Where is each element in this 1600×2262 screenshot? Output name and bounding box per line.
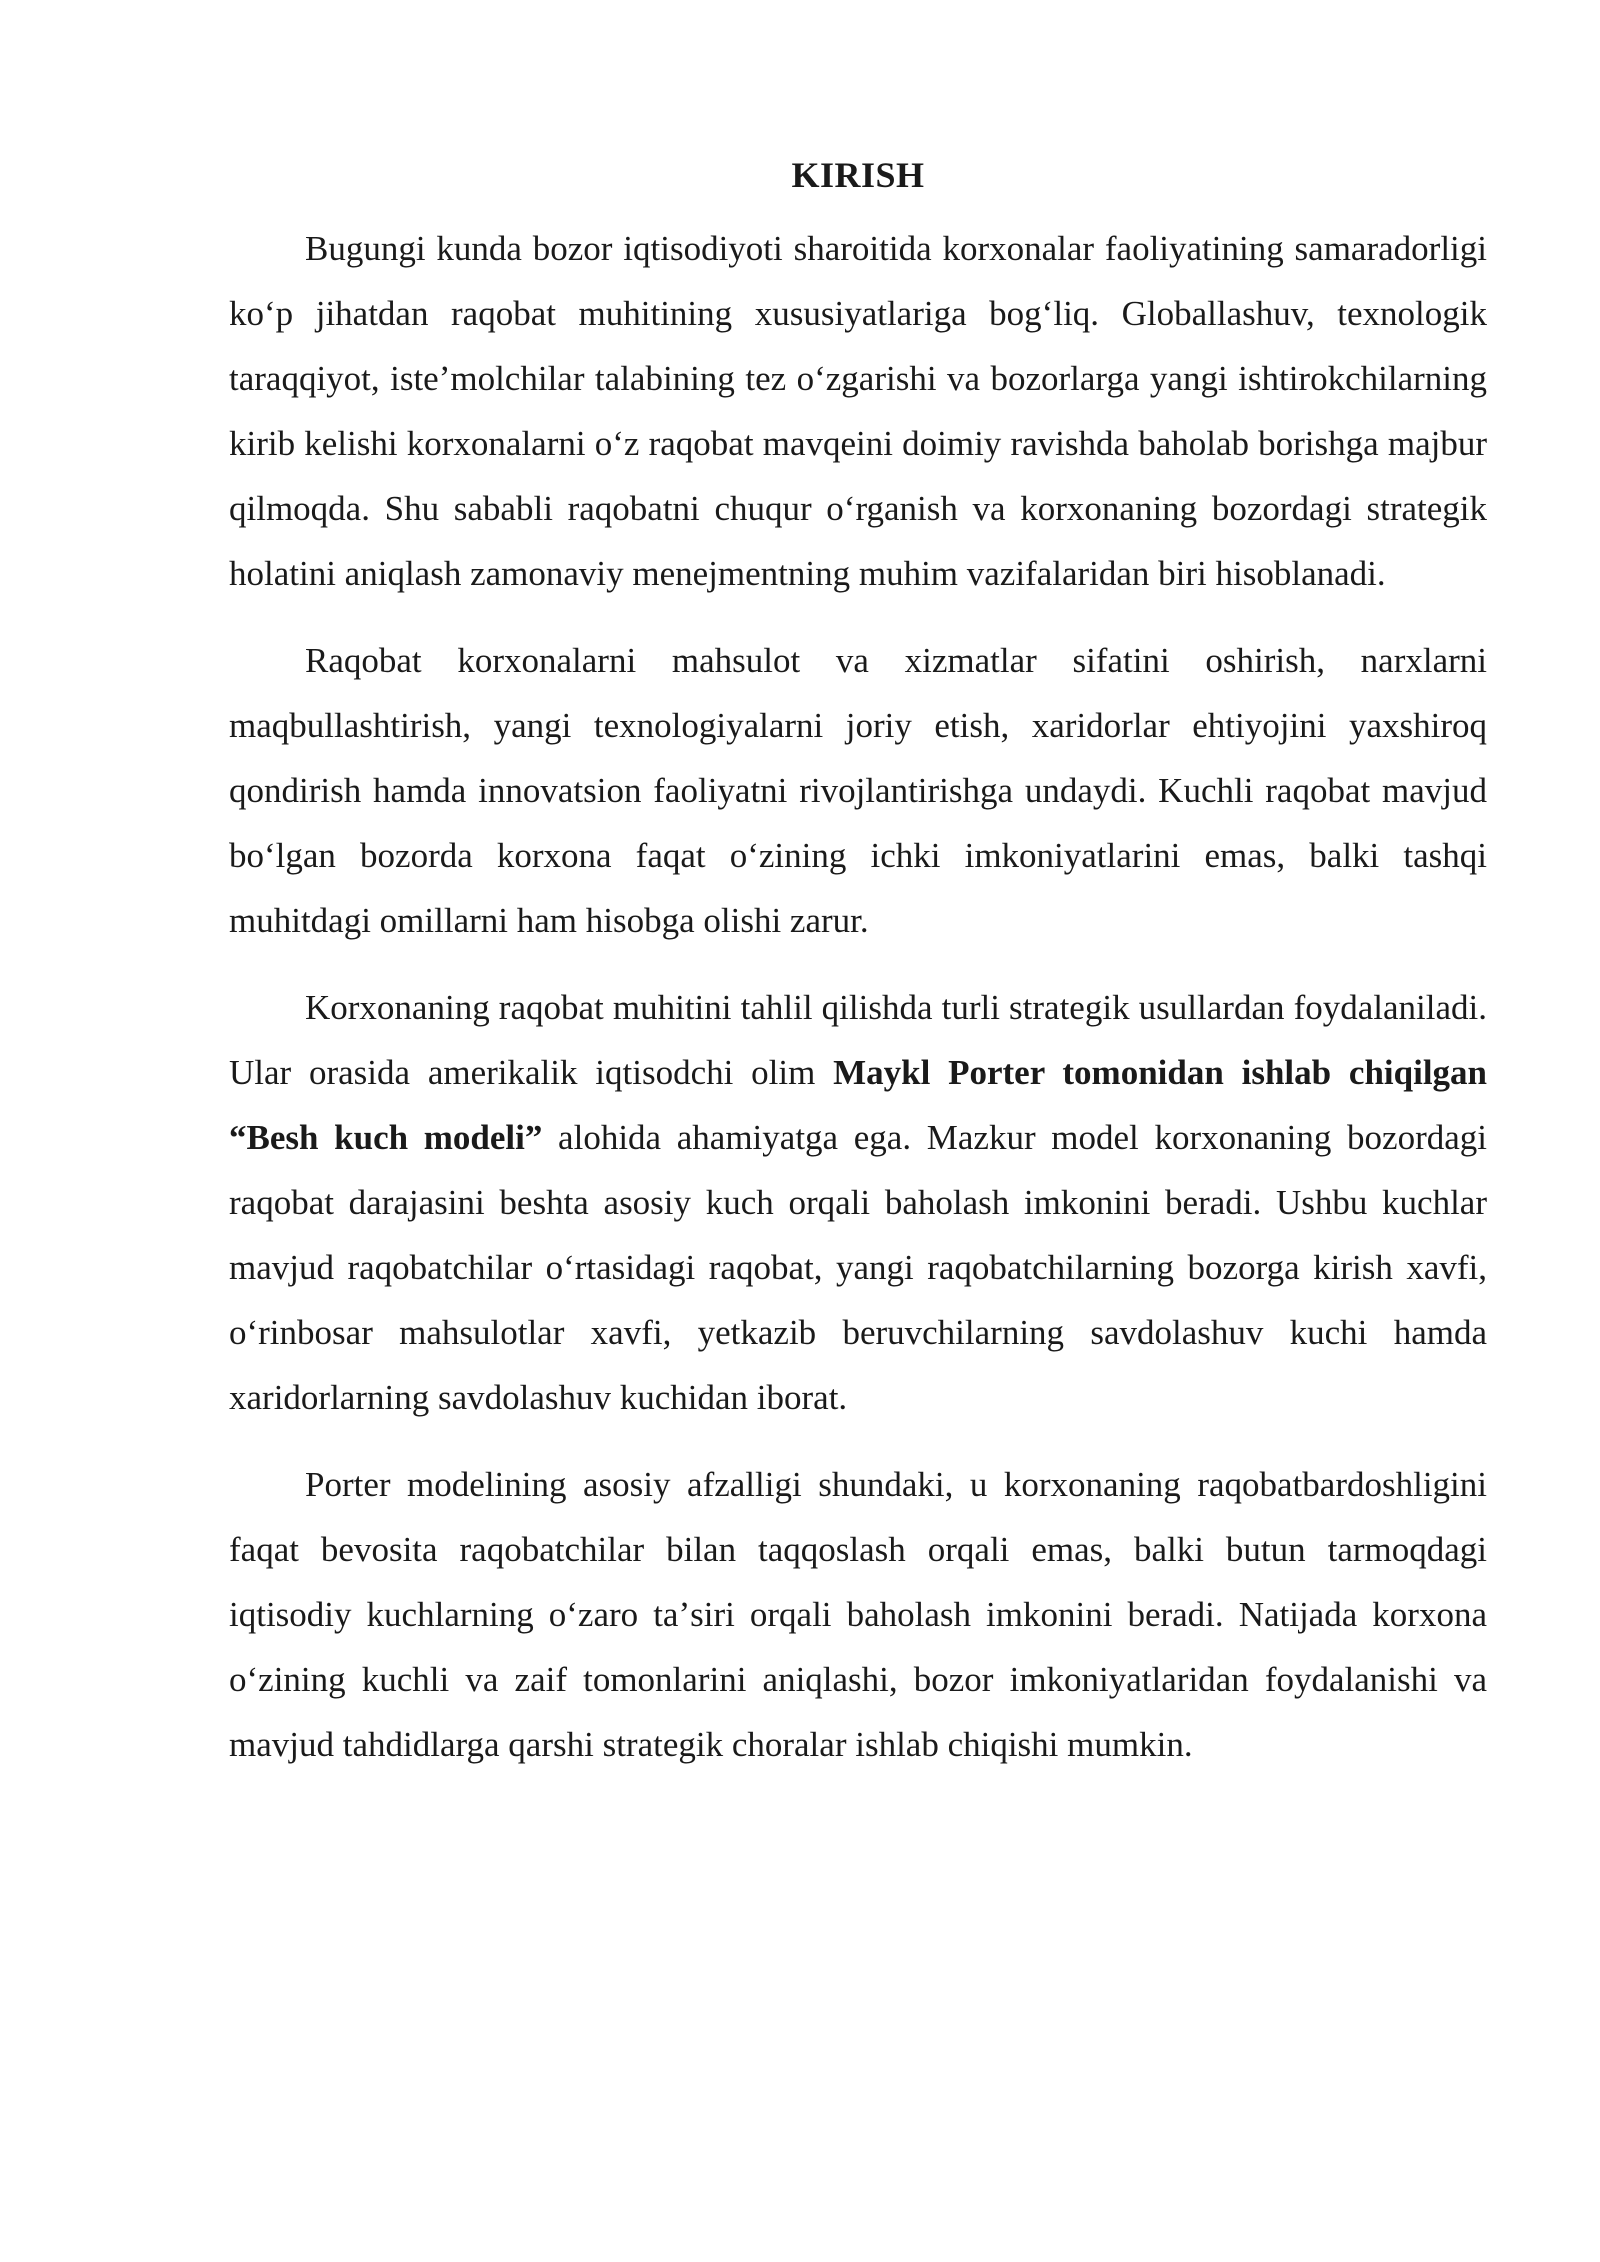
paragraph-2: Raqobat korxonalarni mahsulot va xizmatlar sifatini oshirish, narxlarni maqbullashtirish, yangi texnologiyalarni joriy etish, xaridorlar ehtiyojini yaxshiroq qondirish hamda innovatsion faoliyatni rivojlantirishga undaydi. Kuchli raqobat mavjud boʻlgan bozorda korxona faqat oʻzining ichki imkoniyatlarini emas, balki tashqi muhitdagi omillarni ham hisobga olishi zarur. — [229, 641, 1487, 940]
paragraph-1: Bugungi kunda bozor iqtisodiyoti sharoitida korxonalar faoliyatining samaradorligi koʻp jihatdan raqobat muhitining xususiyatlariga bogʻliq. Globallashuv, texnologik taraqqiyot, isteʼmolchilar talabining tez oʻzgarishi va bozorlarga yangi ishtirokchilarning kirib kelishi korxonalarni oʻz raqobat mavqeini doimiy ravishda baholab borishga majbur qilmoqda. Shu sababli raqobatni chuqur oʻrganish va korxonaning bozordagi strategik holatini aniqlash zamonaviy menejmentning muhim vazifalaridan biri hisoblanadi. — [229, 229, 1487, 593]
paragraph-3-text-after: alohida ahamiyatga ega. Mazkur model korxonaning bozordagi raqobat darajasini beshta asosiy kuch orqali baholash imkonini beradi. Ushbu kuchlar mavjud raqobatchilar oʻrtasidagi raqobat, yangi raqobatchilarning bozorga kirish xavfi, oʻrinbosar mahsulotlar xavfi, yetkazib beruvchilarning savdolashuv kuchi hamda xaridorlarning savdolashuv kuchidan iborat. — [229, 1118, 1488, 1417]
document-body — [229, 148, 1487, 1799]
paragraph-3 — [229, 975, 1487, 1430]
paragraph-3-text-before: Korxonaning raqobat muhitini tahlil qilishda turli strategik usullardan foydalaniladi. Ular orasida amerikalik iqtisodchi olim — [229, 988, 1487, 1092]
paragraph-4: Porter modelining asosiy afzalligi shundaki, u korxonaning raqobatbardoshligini faqat bevosita raqobatchilar bilan taqqoslash orqali emas, balki butun tarmoqdagi iqtisodiy kuchlarning oʻzaro taʼsiri orqali baholash imkonini beradi. Natijada korxona oʻzining kuchli va zaif tomonlarini aniqlashi, bozor imkoniyatlaridan foydalanishi va mavjud tahdidlarga qarshi strategik choralar ishlab chiqishi mumkin. — [229, 1465, 1487, 1764]
page-title: KIRISH — [791, 155, 925, 195]
paragraph-3-bold-text: Maykl Porter tomonidan ishlab chiqilgan “Besh kuch modeli” — [229, 1053, 1488, 1157]
